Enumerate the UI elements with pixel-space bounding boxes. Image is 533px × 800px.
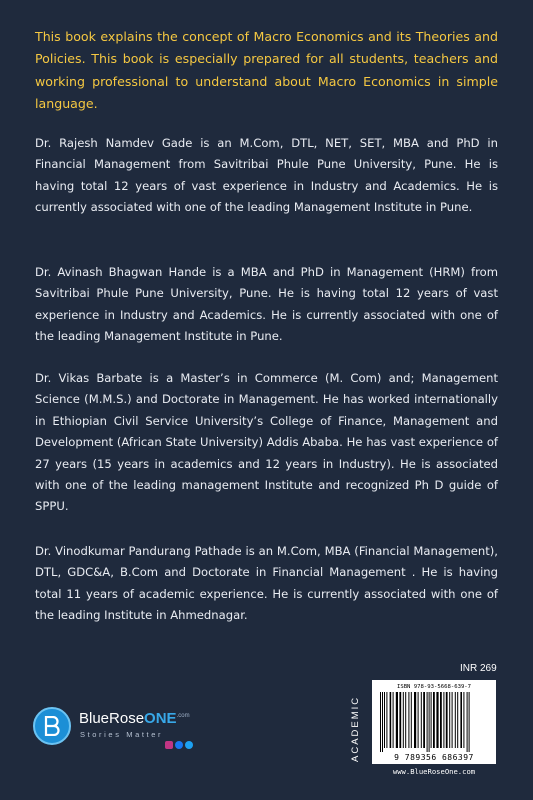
barcode-bar xyxy=(414,692,416,748)
publisher-name-suffix: .com xyxy=(176,713,190,719)
barcode-bar xyxy=(405,692,406,748)
barcode-bar xyxy=(449,692,450,748)
barcode-bar xyxy=(393,692,394,748)
bluerose-b-logo-icon xyxy=(33,707,71,745)
barcode-bar xyxy=(411,692,412,748)
barcode-bars xyxy=(378,692,490,752)
barcode-bar xyxy=(431,692,432,748)
social-icons xyxy=(165,741,193,749)
barcode-bar xyxy=(408,692,409,748)
barcode-bar xyxy=(446,692,448,748)
barcode-bar xyxy=(436,692,438,748)
ean-digits: 9 789356 686397 xyxy=(394,753,474,762)
book-description: This book explains the concept of Macro Economics and its Theories and Policies. This book is especially prepared for all students, teachers and working professional to understand about Macro Economics in simple language. xyxy=(35,29,498,112)
author-bio-barbate: Dr. Vikas Barbate is a Master’s in Commerce (M. Com) and; Management Science (M.M.S.) and Doctorate in Management. He has worked internationally in Ethiopian Civil Service University’s College of Finance, Management and Development (African State University) Addis Ababa. He has vast experience of 27 years (15 years in academics and 12 years in Industry). He is associated with one of the leading management Institute and recognized Ph D guide of SPPU. xyxy=(35,371,498,514)
barcode-bar xyxy=(469,692,470,752)
instagram-icon xyxy=(165,741,173,749)
publisher-name-part1: BlueRose xyxy=(79,710,145,727)
barcode-bar xyxy=(463,692,464,748)
barcode-bar xyxy=(467,692,468,752)
barcode-bar xyxy=(403,692,404,748)
publisher-website: www.BlueRoseOne.com xyxy=(392,767,476,776)
barcode-bar xyxy=(440,692,442,748)
publisher-name xyxy=(79,710,190,727)
barcode-bar xyxy=(457,692,458,748)
barcode-bar xyxy=(418,692,419,748)
publisher-tagline: Stories Matter xyxy=(80,730,164,739)
twitter-icon xyxy=(185,741,193,749)
barcode-bar xyxy=(443,692,444,748)
barcode-bar xyxy=(390,692,392,748)
author-bio-hande: Dr. Avinash Bhagwan Hande is a MBA and PhD in Management (HRM) from Savitribai Phule Pune University, Pune. He is having total 12 years of vast experience in Industry and Academics. He is currently associated with one of the leading Management Institute in Pune. xyxy=(35,265,498,344)
barcode-bar xyxy=(429,692,430,752)
author-bio-pathade: Dr. Vinodkumar Pandurang Pathade is an M.Com, MBA (Financial Management), DTL, GDC&A, B.Com and Doctorate in Financial Management . He is having total 11 years of academic experience. He is currently associated with one of the leading Institute in Ahmednagar. xyxy=(35,544,498,623)
barcode-bar xyxy=(460,692,462,748)
publisher-logo xyxy=(33,705,233,755)
barcode-bar xyxy=(399,692,401,748)
facebook-icon xyxy=(175,741,183,749)
barcode-bar xyxy=(433,692,435,748)
isbn-label: ISBN 978-93-5668-639-7 xyxy=(396,684,472,690)
barcode-bar xyxy=(421,692,422,748)
price-label: INR 269 xyxy=(460,663,497,674)
barcode-bar xyxy=(382,692,383,752)
category-label: ACADEMIC xyxy=(350,695,361,762)
publisher-name-part2: ONE xyxy=(144,710,177,727)
isbn-barcode xyxy=(372,680,496,764)
barcode-bar xyxy=(396,692,398,748)
barcode-bar xyxy=(386,692,387,748)
author-bio-gade: Dr. Rajesh Namdev Gade is an M.Com, DTL, NET, SET, MBA and PhD in Financial Management from Savitribai Phule Pune University, Pune. He is having total 12 years of vast experience in Industry and Academics. He is currently associated with one of the leading Management Institute in Pune. xyxy=(35,136,498,215)
barcode-bar xyxy=(455,692,456,748)
barcode-bar xyxy=(380,692,381,752)
barcode-bar xyxy=(427,692,428,752)
barcode-bar xyxy=(423,692,425,748)
barcode-bar xyxy=(452,692,453,748)
barcode-bar xyxy=(384,692,385,748)
